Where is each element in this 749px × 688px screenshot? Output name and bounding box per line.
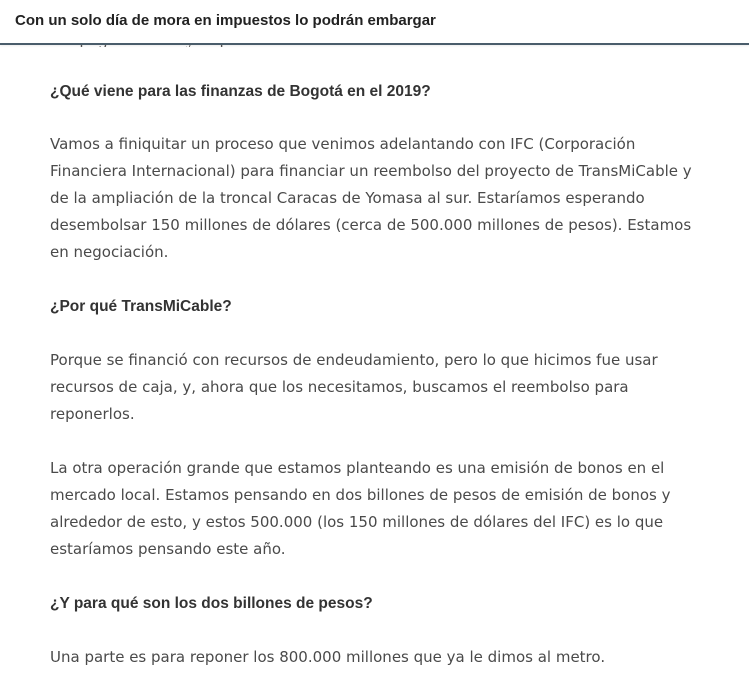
question-heading-finances: ¿Qué viene para las finanzas de Bogotá en el 2019? <box>50 83 431 100</box>
question-heading-transmicable: ¿Por qué TransMiCable? <box>50 298 232 315</box>
answer-paragraph-metro: Una parte es para reponer los 800.000 millones que ya le dimos al metro. <box>50 648 606 666</box>
answer-paragraph-transmicable: Porque se financió con recursos de endeudamiento, pero lo que hicimos fue usar recursos de caja, y, ahora que los necesitamos, buscamos el reembolso para reponerlos. <box>50 351 658 423</box>
sticky-article-header <box>0 0 749 45</box>
paragraph-bond-issue: La otra operación grande que estamos planteando es una emisión de bonos en el mercado local. Estamos pensando en dos billones de pesos de emisión de bonos y alrededor de esto, y estos 500.000 (los 150 millones de dólares del IFC) es lo que estaríamos pensando este año. <box>50 459 671 558</box>
article-title[interactable]: Con un solo día de mora en impuestos lo podrán embargar <box>15 12 436 29</box>
answer-paragraph-ifc: Vamos a finiquitar un proceso que venimos adelantando con IFC (Corporación Financiera Internacional) para financiar un reembolso del proyecto de TransMiCable y de la ampliación de la troncal Caracas de Yomasa al sur. Estaríamos esperando desembolsar 150 millones de dólares (cerca de 500.000 millones de pesos). Estamos en negociación. <box>50 135 692 261</box>
question-heading-two-trillion: ¿Y para qué son los dos billones de pesos? <box>50 595 373 612</box>
